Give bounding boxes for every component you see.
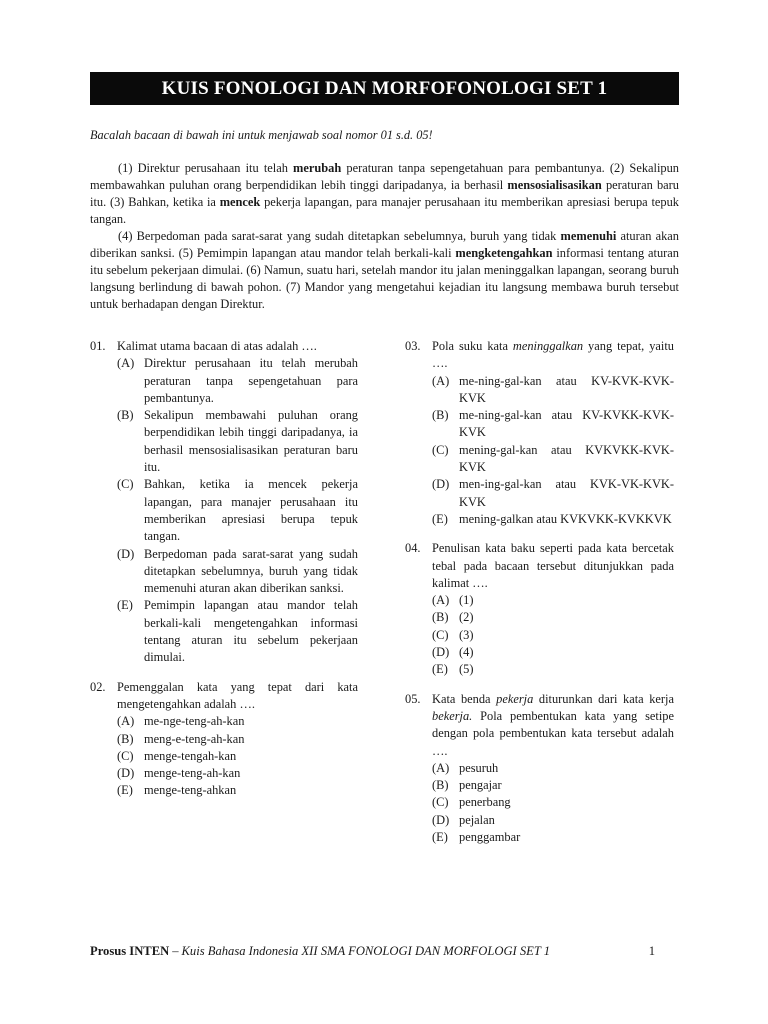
- option-text: me-ning-gal-kan atau KV-KVK-KVK-KVK: [459, 373, 674, 405]
- answer-option[interactable]: [432, 609, 674, 626]
- answer-option[interactable]: [117, 748, 358, 765]
- question-stem: Pola suku kata meninggalkan yang tepat, yaitu ….: [432, 339, 674, 371]
- answer-option[interactable]: [432, 661, 674, 678]
- questions-left-column: [90, 338, 358, 812]
- option-text: mening-galkan atau KVKVKK-KVKKVK: [459, 511, 672, 526]
- answer-option[interactable]: [117, 546, 358, 598]
- option-text: me-ning-gal-kan atau KV-KVKK-KVK-KVK: [459, 408, 674, 440]
- answer-option[interactable]: [432, 777, 674, 794]
- option-letter: (E): [117, 783, 133, 798]
- bold-word: mencek: [219, 195, 261, 209]
- bold-word: mensosialisasikan: [507, 178, 602, 192]
- question-number: 02.: [90, 679, 106, 694]
- answer-option[interactable]: [432, 511, 674, 528]
- option-letter: (D): [432, 645, 450, 660]
- question-05: [405, 691, 674, 847]
- option-letter: (B): [432, 408, 449, 423]
- option-text: penerbang: [459, 795, 511, 810]
- quiz-title: KUIS FONOLOGI DAN MORFOFONOLOGI SET 1: [90, 72, 679, 105]
- option-text: Direktur perusahaan itu telah merubah peraturan tanpa sepengetahuan para pembantunya.: [144, 356, 358, 405]
- option-letter: (C): [432, 795, 449, 810]
- option-letter: (E): [432, 830, 448, 845]
- question-number: 01.: [90, 339, 106, 353]
- option-letter: (E): [432, 662, 448, 677]
- question-number: 05.: [405, 691, 421, 706]
- page-number: 1: [648, 944, 655, 958]
- option-letter: (D): [117, 546, 135, 561]
- option-letter: (B): [432, 610, 449, 625]
- option-letter: (A): [117, 714, 135, 729]
- option-letter: (A): [432, 593, 450, 608]
- question-stem: Penulisan kata baku seperti pada kata bercetak tebal pada bacaan tersebut ditunjukkan pada kalimat ….: [432, 541, 674, 590]
- answer-option[interactable]: [432, 794, 674, 811]
- answer-option[interactable]: [117, 355, 358, 407]
- option-text: Berpedoman pada sarat-sarat yang sudah ditetapkan sebelumnya, buruh yang tidak memenuhi aturan akan diberikan sanksi.: [144, 546, 358, 596]
- option-letter: (C): [117, 748, 134, 763]
- instruction-text: Bacalah bacaan di bawah ini untuk menjawab soal nomor 01 s.d. 05!: [90, 128, 433, 142]
- bold-word: merubah: [293, 161, 342, 175]
- option-letter: (B): [117, 408, 134, 423]
- footer-separator: –: [172, 944, 179, 958]
- answer-option[interactable]: [432, 442, 674, 477]
- answer-option[interactable]: [432, 592, 674, 609]
- option-letter: (E): [117, 598, 133, 613]
- question-stem: Kata benda pekerja diturunkan dari kata kerja bekerja. Pola pembentukan kata yang setipe dengan pola pembentukan kata tersebut adalah ….: [432, 691, 674, 758]
- option-letter: (D): [432, 477, 450, 492]
- answer-option[interactable]: [117, 782, 358, 799]
- option-letter: (E): [432, 511, 448, 526]
- question-03: [405, 338, 674, 528]
- option-text: men-ing-gal-kan atau KVK-VK-KVK-KVK: [459, 477, 674, 509]
- reading-paragraph-2: (4) Berpedoman pada sarat-sarat yang sudah ditetapkan sebelumnya, buruh yang tidak memenuhi aturan akan diberikan sanksi. (5) Pemimpin lapangan atau mandor telah berkali-kali mengketengahkan informasi tentang aturan itu sebelum pekerjaan dimulai. (6) Namun, suatu hari, setelah mandor itu jalan meninggalkan lapangan, seorang buruh langsung berlindung di bawah pohon. (7) Mandor yang mengetahui kejadian itu langsung membawa buruh tersebut untuk berhadapan dengan Direktur.: [90, 229, 680, 311]
- option-letter: (D): [432, 812, 450, 827]
- option-text: (2): [459, 610, 474, 625]
- option-text: menge-teng-ah-kan: [144, 766, 241, 781]
- answer-option[interactable]: [117, 765, 358, 782]
- option-letter: (C): [432, 627, 449, 642]
- answer-option[interactable]: [117, 597, 358, 666]
- answer-option[interactable]: [432, 644, 674, 661]
- footer-brand: Prosus INTEN: [90, 944, 170, 958]
- option-text: Bahkan, ketika ia mencek pekerja lapangan, para manajer perusahaan itu memberikan apresiasi berupa tepuk tangan.: [144, 477, 358, 544]
- answer-option[interactable]: [117, 713, 358, 730]
- option-text: pejalan: [459, 812, 495, 827]
- option-letter: (D): [117, 766, 135, 781]
- option-text: penggambar: [459, 830, 521, 845]
- option-text: menge-tengah-kan: [144, 748, 237, 763]
- answer-option[interactable]: [432, 407, 674, 442]
- reading-paragraph-1: (1) Direktur perusahaan itu telah merubah peraturan tanpa sepengetahuan para pembantunya. (2) Sekalipun membawahkan puluhan orang berpendidikan lebih tinggi daripadanya, ia berhasil mensosialisasikan peraturan baru itu. (3) Bahkan, ketika ia mencek pekerja lapangan, para manajer perusahaan itu memberikan apresiasi berupa tepuk tangan.: [90, 161, 679, 226]
- option-letter: (A): [117, 356, 135, 371]
- answer-option[interactable]: [117, 731, 358, 748]
- option-text: meng-e-teng-ah-kan: [144, 731, 245, 746]
- answer-option[interactable]: [432, 829, 674, 846]
- option-letter: (A): [432, 373, 450, 388]
- option-letter: (C): [117, 477, 134, 492]
- answer-option[interactable]: [117, 476, 358, 545]
- footer-left: [90, 944, 550, 959]
- answer-option[interactable]: [117, 407, 358, 476]
- option-text: menge-teng-ahkan: [144, 783, 237, 798]
- bold-word: mengketengahkan: [455, 246, 553, 260]
- question-stem: Kalimat utama bacaan di atas adalah ….: [117, 339, 317, 353]
- option-text: pesuruh: [459, 760, 499, 775]
- option-text: me-nge-teng-ah-kan: [144, 714, 245, 729]
- page-footer: [90, 944, 679, 959]
- question-01: [90, 338, 358, 667]
- answer-option[interactable]: [432, 760, 674, 777]
- option-letter: (B): [432, 778, 449, 793]
- option-letter: (C): [432, 442, 449, 457]
- option-text: (4): [459, 645, 474, 660]
- questions-right-column: [405, 338, 674, 858]
- footer-subtitle: Kuis Bahasa Indonesia XII SMA FONOLOGI DAN MORFOLOGI SET 1: [181, 944, 551, 958]
- question-04: [405, 540, 674, 678]
- answer-option[interactable]: [432, 476, 674, 511]
- answer-option[interactable]: [432, 627, 674, 644]
- answer-option[interactable]: [432, 812, 674, 829]
- option-text: Pemimpin lapangan atau mandor telah berkali-kali mengetengahkan informasi tentang aturan itu sebelum pekerjaan dimulai.: [144, 598, 358, 665]
- option-text: (1): [459, 593, 474, 608]
- question-02: [90, 679, 358, 800]
- question-stem: Pemenggalan kata yang tepat dari kata mengetengahkan adalah ….: [117, 679, 358, 711]
- answer-option[interactable]: [432, 373, 674, 408]
- option-text: pengajar: [459, 778, 502, 793]
- question-number: 04.: [405, 541, 421, 556]
- option-text: Sekalipun membawahi puluhan orang berpendidikan lebih tinggi daripadanya, ia berhasil mensosialisasikan peraturan baru itu.: [144, 408, 358, 475]
- option-text: (5): [459, 662, 474, 677]
- option-text: mening-gal-kan atau KVKVKK-KVK-KVK: [459, 442, 674, 475]
- option-text: (3): [459, 627, 474, 642]
- question-number: 03.: [405, 339, 421, 353]
- reading-passage: [90, 160, 679, 313]
- option-letter: (B): [117, 731, 134, 746]
- bold-word: memenuhi: [560, 229, 617, 243]
- option-letter: (A): [432, 760, 450, 775]
